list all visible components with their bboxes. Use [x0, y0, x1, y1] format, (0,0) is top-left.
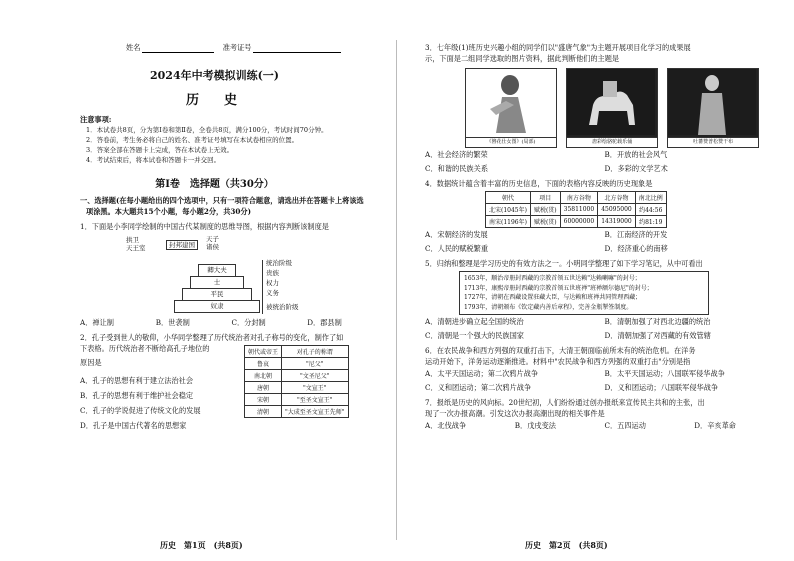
q7-option-d[interactable]: D．辛亥革命 [694, 421, 736, 430]
table-row [245, 370, 349, 382]
statue-icon [668, 69, 756, 135]
q3-option-c[interactable]: C．和谐的民族关系 [425, 164, 489, 173]
q4-stem: 4．数据统计蕴含着丰富的历史信息，下面的表格内容反映的历史现象是 [425, 179, 653, 188]
notice-item: 1．本试卷共8页，分为第Ⅰ卷和第Ⅱ卷，全卷共8页，满分100分，考试时间70分钟。 [86, 126, 328, 134]
table-cell: 南宋(1196年) [486, 216, 531, 228]
notice-item: 3．答案全部在答题卡上完成，答在本试卷上无效。 [86, 146, 234, 154]
table-cell: 鲁哀 [245, 358, 282, 370]
q5-stem: 5．归纳和整理是学习历史的有效方法之一。小明同学整理了如下学习笔记，从中可看出 [425, 259, 703, 268]
diagram-left-top: 封邦 [169, 241, 182, 249]
q7-option-a[interactable]: A．北伐战争 [425, 421, 467, 430]
q1-option-b[interactable]: B．世袭制 [155, 318, 190, 327]
lady-painting-icon [466, 69, 554, 135]
q2-options [80, 373, 201, 433]
q7-stem-1: 7．报纸是历史的风向标。20世纪初，人们纷纷通过创办报纸来宣传民主共和的主张，出 [425, 398, 705, 407]
diagram-right-5: 被统治阶级 [266, 303, 299, 311]
q7-options [425, 419, 784, 433]
diagram-left-bot: 建国 [182, 241, 195, 249]
image-card [667, 68, 759, 148]
q2-option-c[interactable]: C．孔子的学说促进了传统文化的发展 [80, 406, 201, 415]
q3-option-d[interactable]: D．多彩的文学艺术 [604, 164, 668, 173]
table-row [245, 382, 349, 394]
q4-option-b[interactable]: B．江南经济的开发 [604, 230, 668, 239]
table-cell: 唐朝 [245, 382, 282, 394]
note-line: 1713年，康熙帝册封西藏的宗教首领五世班禅"班禅额尔德尼"的封号； [464, 284, 653, 292]
section-intro-1: 一、选择题(在每小题给出的四个选项中，只有一项符合题意，请选出并在答题卡上将该选 [80, 196, 364, 205]
q4-option-c[interactable]: C．人民的赋税繁重 [425, 244, 489, 253]
notice-title: 注意事项: [80, 115, 112, 124]
q4-table-header: 南方谷物 [560, 192, 598, 204]
pyramid-row: 奴隶 [174, 300, 260, 313]
pyramid-row: 平民 [182, 288, 252, 301]
table-cell: 45095000 [598, 204, 636, 216]
exam-no-field [253, 44, 341, 53]
q2-stem-2: 下表格。历代统治者不断给高孔子地位的 [80, 344, 210, 353]
table-row [245, 406, 349, 418]
subject-title: 历 史 [185, 93, 243, 108]
diagram-left-note: 拱卫 [126, 236, 139, 244]
table-cell: "文宣王" [282, 382, 349, 394]
diagram-right-3: 权力 [266, 279, 279, 287]
table-cell: 赋税(贯) [530, 204, 560, 216]
section-intro-2: 项涂黑。本大题共15个小题，每小题2分，共30分) [86, 207, 251, 216]
q7-option-c[interactable]: C．五四运动 [604, 421, 646, 430]
q5-option-b[interactable]: B．清朝加强了对西北边疆的统治 [604, 317, 711, 326]
note-line: 1793年，清朝颁布《钦定藏内善后章程》，完善金瓶掣签制度。 [464, 303, 633, 311]
q3-stem-1: 3．七年级(1)班历史兴趣小组的同学们以"盛唐气象"为主题开展项目化学习的成果展 [425, 43, 691, 52]
notice-list [86, 125, 383, 165]
image-card [566, 68, 658, 148]
page-title: 2024年中考模拟训练(一) [149, 69, 280, 82]
q2-table-header: 对孔子的称谓 [282, 346, 349, 358]
q7-stem-2: 现了一次办报高潮。引发这次办报高潮出现的相关事件是 [425, 409, 605, 418]
diagram-left-note2: 天王室 [126, 244, 146, 252]
table-cell: "至圣文宣王" [282, 394, 349, 406]
q1-option-c[interactable]: C．分封制 [231, 318, 266, 327]
q5-note-box [459, 271, 709, 315]
q2-option-a[interactable]: A．孔子的思想有利于建立法治社会 [80, 376, 194, 385]
q2-stem-3: 原因是 [80, 358, 102, 367]
q3-options [425, 148, 784, 176]
image-card [465, 68, 557, 148]
q4-table-header: 北方谷物 [598, 192, 636, 204]
q1-option-a[interactable]: A．禅让制 [80, 318, 114, 327]
q2-option-d[interactable]: D．孔子是中国古代著名的思想家 [80, 421, 187, 430]
q4-options [425, 228, 784, 256]
table-cell: 约81:19 [635, 216, 666, 228]
q3-option-a[interactable]: A．社会经济的繁荣 [425, 150, 488, 159]
table-cell: 约44:56 [635, 204, 666, 216]
table-row [486, 204, 667, 216]
diagram-right-1: 统治阶级 [266, 259, 292, 267]
q3-stem-2: 示，下面是二组同学选取的图片资料，据此判断他们的主题是 [425, 54, 620, 63]
q2-block [80, 343, 383, 451]
table-row [245, 394, 349, 406]
q5-option-c[interactable]: C．清朝是一个强大的民族国家 [425, 331, 524, 340]
q5-option-a[interactable]: A．清朝进步确立起全国的统治 [425, 317, 524, 326]
right-footer: 历史 第2页 (共8页) [525, 540, 608, 550]
header-fields [126, 42, 383, 53]
pyramid-row: 士 [190, 276, 244, 289]
table-cell: 赋税(贯) [530, 216, 560, 228]
table-cell: 14319000 [598, 216, 636, 228]
note-line: 1727年，清朝在西藏设置驻藏大臣，与达赖和班禅共同管理西藏； [464, 294, 642, 301]
q2-option-b[interactable]: B．孔子的思想有利于维护社会稳定 [80, 391, 194, 400]
q4-table-header: 南北比例 [635, 192, 666, 204]
q5-options [425, 315, 784, 343]
q4-option-d[interactable]: D．经济重心的南移 [604, 244, 668, 253]
diagram-right-4: 义务 [266, 289, 279, 297]
q2-table [244, 345, 349, 418]
q2-table-header: 朝代或帝王 [245, 346, 282, 358]
q4-table-header: 朝代 [486, 192, 531, 204]
note-line: 1653年，顺治帝册封西藏的宗教首领五世达赖"达赖喇嘛"的封号； [464, 275, 641, 282]
diagram-right-2: 贵族 [266, 269, 279, 277]
pyramid-row: 卿大夫 [198, 264, 236, 277]
q1-stem: 1．下面是小李同学绘制的中国古代某制度的思维导图，根据内容判断该制度是 [80, 222, 329, 231]
table-row [486, 216, 667, 228]
camel-figurine-icon [567, 69, 655, 135]
name-label: 姓名 [126, 43, 141, 52]
q3-option-b[interactable]: B．开放的社会风气 [604, 150, 668, 159]
table-row [245, 358, 349, 370]
right-page [397, 0, 794, 561]
q6-stem-2: 运动开始下，洋务运动逐渐推进。材料中"农民战争和西方列强的双重打击"分别是指 [425, 357, 691, 366]
table-cell: 南北朝 [245, 370, 282, 382]
q1-diagram [86, 234, 383, 316]
notice-item: 2．答卷前，考生务必将自己的姓名、准考证号填写在本试卷相应的位置。 [86, 136, 299, 144]
image-caption: 《簪花仕女图》(局部) [466, 137, 556, 147]
q6-stem-1: 6．在农民战争和西方列强的双重打击下，大清王朝面临前所未有的统治危机。在洋务 [425, 346, 696, 355]
left-footer: 历史 第1页 (共8页) [160, 540, 243, 550]
diagram-top: 天子 [206, 235, 219, 243]
table-cell: 35811000 [560, 204, 598, 216]
table-cell: 清朝 [245, 406, 282, 418]
q1-option-d[interactable]: D．郡县制 [307, 318, 342, 327]
table-cell: "尼父" [282, 358, 349, 370]
table-cell: "大成至圣文宣王先师" [282, 406, 349, 418]
name-field [142, 44, 214, 53]
q4-table-header: 项目 [530, 192, 560, 204]
q5-option-d[interactable]: D．清朝加强了对西藏的有效管辖 [604, 331, 711, 340]
q2-stem-1: 2．孔子受到世人的敬仰，小华同学整理了历代统治者对孔子称号的变化，制作了如 [80, 333, 344, 342]
section-title: 第Ⅰ卷 选择题（共30分） [155, 179, 274, 190]
q1-options [80, 316, 383, 330]
q6-option-b[interactable]: B．太平天国运动；八国联军侵华战争 [604, 369, 725, 378]
q6-options [425, 367, 784, 395]
table-cell: 60000000 [560, 216, 598, 228]
q6-option-a[interactable]: A．太平天国运动；第二次鸦片战争 [425, 369, 539, 378]
q6-option-d[interactable]: D．义和团运动；八国联军侵华战争 [604, 383, 719, 392]
q3-images [465, 68, 784, 148]
notice-item: 4．考试结束后，将本试卷和答题卡一并交回。 [86, 156, 221, 164]
q6-option-c[interactable]: C．义和团运动；第二次鸦片战争 [425, 383, 532, 392]
q4-option-a[interactable]: A．宋朝经济的发展 [425, 230, 488, 239]
q7-option-b[interactable]: B．戊戌变法 [514, 421, 556, 430]
table-cell: "文圣尼父" [282, 370, 349, 382]
table-cell: 宋朝 [245, 394, 282, 406]
q4-table [485, 191, 667, 228]
image-caption: 吐蕃赞普松赞干布 [668, 137, 758, 147]
table-cell: 北宋(1045年) [486, 204, 531, 216]
image-caption: 唐彩绘骆驼载乐俑 [567, 137, 657, 147]
exam-no-label: 准考证号 [222, 43, 252, 52]
diagram-top2: 诸侯 [206, 243, 219, 251]
